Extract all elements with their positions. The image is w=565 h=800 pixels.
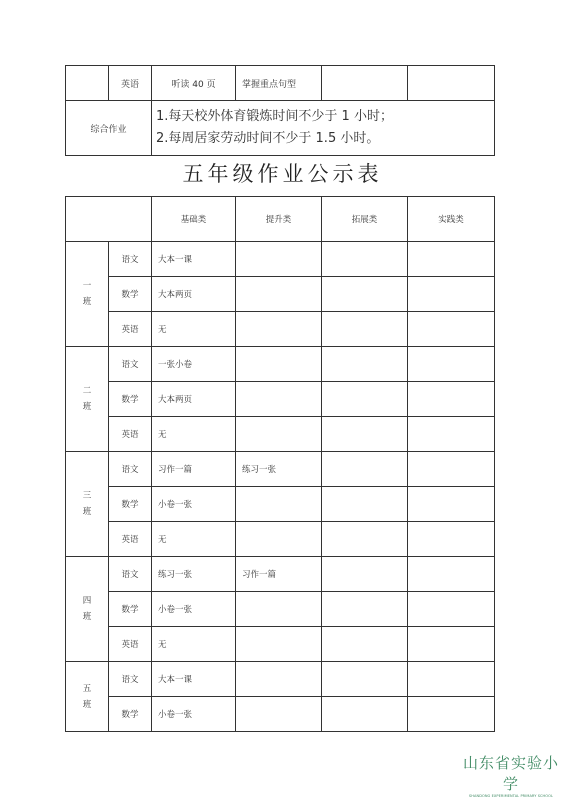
practice-cell [408, 522, 495, 557]
comprehensive-label: 综合作业 [66, 101, 152, 156]
subject-cell: 数学 [109, 592, 152, 627]
school-logo-subtitle: SHANDONG EXPERIMENTAL PRIMARY SCHOOL [468, 794, 554, 798]
table-row [66, 522, 495, 557]
basic-cell: 小卷一张 [152, 592, 236, 627]
basic-cell: 大本一课 [152, 242, 236, 277]
subject-cell: 语文 [109, 662, 152, 697]
improve-cell [236, 277, 322, 312]
class-name-cell: 三 班 [66, 452, 109, 557]
table-row [66, 557, 495, 592]
basic-cell: 大本两页 [152, 277, 236, 312]
school-logo [461, 752, 561, 798]
extend-cell [322, 662, 408, 697]
extend-cell [322, 277, 408, 312]
table-row [66, 452, 495, 487]
improve-cell: 习作一篇 [236, 557, 322, 592]
extend-cell [322, 522, 408, 557]
basic-cell: 练习一张 [152, 557, 236, 592]
table-row [66, 627, 495, 662]
extend-cell [322, 417, 408, 452]
class-name-cell: 四 班 [66, 557, 109, 662]
subject-cell: 英语 [109, 417, 152, 452]
subject-cell: 英语 [109, 66, 152, 101]
practice-cell [408, 347, 495, 382]
table-row [66, 382, 495, 417]
improve-cell [236, 417, 322, 452]
improve-cell [236, 312, 322, 347]
top-table [65, 65, 495, 156]
extend-cell [322, 382, 408, 417]
subject-cell: 语文 [109, 452, 152, 487]
extend-cell [322, 312, 408, 347]
page-title: 五年级作业公示表 [182, 162, 383, 186]
subject-cell: 英语 [109, 627, 152, 662]
class-name-cell: 二 班 [66, 347, 109, 452]
class-name-cell: 一 班 [66, 242, 109, 347]
header-cell: 实践类 [408, 197, 495, 242]
extend-cell [322, 697, 408, 732]
top-row-english [66, 66, 495, 101]
subject-cell: 数学 [109, 277, 152, 312]
practice-cell [408, 697, 495, 732]
subject-cell: 数学 [109, 487, 152, 522]
table-row [66, 277, 495, 312]
basic-cell: 无 [152, 417, 236, 452]
basic-cell: 无 [152, 312, 236, 347]
table-row [66, 592, 495, 627]
table-row [66, 417, 495, 452]
extend-cell [322, 627, 408, 662]
subject-cell: 英语 [109, 312, 152, 347]
improve-cell: 掌握重点句型 [236, 66, 322, 101]
practice-cell [408, 662, 495, 697]
table-row [66, 662, 495, 697]
extend-cell [322, 452, 408, 487]
subject-cell: 语文 [109, 242, 152, 277]
subject-cell: 语文 [109, 557, 152, 592]
subject-cell: 数学 [109, 697, 152, 732]
improve-cell: 练习一张 [236, 452, 322, 487]
extend-cell [322, 242, 408, 277]
practice-cell [408, 277, 495, 312]
extend-cell [322, 347, 408, 382]
header-cell: 提升类 [236, 197, 322, 242]
practice-cell [408, 487, 495, 522]
extend-cell [322, 592, 408, 627]
basic-cell: 大本一课 [152, 662, 236, 697]
improve-cell [236, 347, 322, 382]
homework-table [65, 196, 495, 732]
subject-cell: 数学 [109, 382, 152, 417]
top-row-comprehensive [66, 101, 495, 156]
basic-cell: 无 [152, 627, 236, 662]
table-row [66, 487, 495, 522]
table-row [66, 347, 495, 382]
basic-cell: 大本两页 [152, 382, 236, 417]
improve-cell [236, 242, 322, 277]
practice-cell [408, 382, 495, 417]
improve-cell [236, 697, 322, 732]
header-cell: 基础类 [152, 197, 236, 242]
comprehensive-line-2: 2.每周居家劳动时间不少于 1.5 小时。 [156, 131, 380, 146]
class-name-cell: 五 班 [66, 662, 109, 732]
improve-cell [236, 592, 322, 627]
practice-cell [408, 452, 495, 487]
practice-cell [408, 312, 495, 347]
practice-cell [408, 627, 495, 662]
improve-cell [236, 487, 322, 522]
improve-cell [236, 382, 322, 417]
table-row [66, 242, 495, 277]
practice-cell [408, 557, 495, 592]
subject-cell: 语文 [109, 347, 152, 382]
practice-cell [408, 417, 495, 452]
basic-cell: 无 [152, 522, 236, 557]
school-logo-name: 山东省实验小学 [462, 754, 559, 793]
improve-cell [236, 627, 322, 662]
table-row [66, 312, 495, 347]
header-row [66, 197, 495, 242]
improve-cell [236, 662, 322, 697]
basic-cell: 一张小卷 [152, 347, 236, 382]
subject-cell: 英语 [109, 522, 152, 557]
extend-cell [322, 487, 408, 522]
basic-cell: 听读 40 页 [152, 66, 236, 101]
basic-cell: 小卷一张 [152, 697, 236, 732]
table-row [66, 697, 495, 732]
comprehensive-line-1: 1.每天校外体育锻炼时间不少于 1 小时； [156, 109, 393, 124]
comprehensive-content [152, 101, 495, 156]
extend-cell [322, 557, 408, 592]
basic-cell: 小卷一张 [152, 487, 236, 522]
basic-cell: 习作一篇 [152, 452, 236, 487]
header-cell: 拓展类 [322, 197, 408, 242]
improve-cell [236, 522, 322, 557]
practice-cell [408, 592, 495, 627]
practice-cell [408, 242, 495, 277]
